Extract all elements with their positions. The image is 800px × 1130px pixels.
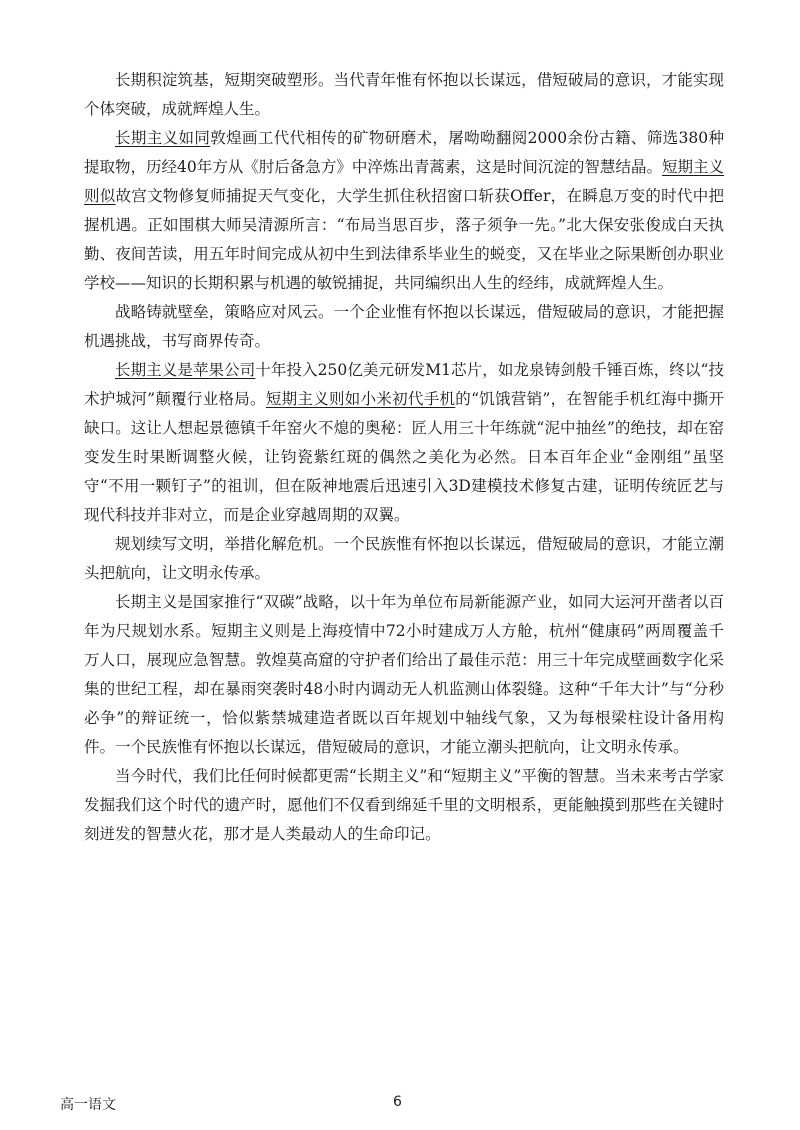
text-run: 当今时代，我们比任何时候都更需“长期主义”和“短期主义”平衡的智慧。当未来考古学家发掘我们这个时代的遗产时，愿他们不仅看到绵延千里的文明根系，更能触摸到那些在关键时刻迸发的智慧火花，那才是人类最动人的生命印记。 bbox=[84, 767, 724, 843]
paragraph bbox=[84, 298, 724, 356]
text-run: 的“饥饿营销”，在智能手机红海中撕开缺口。这让人想起景德镇千年窑火不熄的奥秘：匠人用三十年练就“泥中抽丝”的绝技，却在窑变发生时果断调整火候，让钧瓷紫红斑的偶然之美化为必然。日本百年企业“金刚组”虽坚守“不用一颗钉子”的祖训，但在阪神地震后迅速引入3D建模技术修复古建，证明传统匠艺与现代科技并非对立，而是企业穿越周期的双翼。 bbox=[84, 390, 724, 524]
text-run: 敦煌画工代代相传的矿物研磨术，屠呦呦翻阅2000余份古籍、筛选380种提取物，历经40年方从《肘后备急方》中淬炼出青蒿素，这是时间沉淀的智慧结晶。 bbox=[84, 129, 724, 176]
paragraph bbox=[84, 588, 724, 762]
underlined-phrase: 短期主义则似 bbox=[84, 158, 724, 205]
paragraph bbox=[84, 66, 724, 124]
text-run: 十年投入250亿美元研发M1芯片，如龙泉铸剑般千锤百炼，终以“技术护城河”颠覆行业格局。 bbox=[84, 361, 724, 408]
text-run: 长期积淀筑基，短期突破塑形。当代青年惟有怀抱以长谋远，借短破局的意识，才能实现个体突破，成就辉煌人生。 bbox=[84, 71, 724, 118]
underlined-phrase: 长期主义如同 bbox=[115, 129, 211, 147]
text-run: 规划续写文明，举措化解危机。一个民族惟有怀抱以长谋远，借短破局的意识，才能立潮头把航向，让文明永传承。 bbox=[84, 535, 724, 582]
paragraph bbox=[84, 356, 724, 530]
page-number: 6 bbox=[393, 1094, 402, 1110]
footer-subject: 高一语文 bbox=[60, 1097, 116, 1113]
underlined-phrase: 长期主义是苹果公司 bbox=[115, 361, 256, 379]
underlined-phrase: 短期主义则如小米初代手机 bbox=[265, 390, 456, 408]
text-run: 故宫文物修复师捕捉天气变化，大学生抓住秋招窗口斩获Offer，在瞬息万变的时代中把握机遇。正如围棋大师吴清源所言：“布局当思百步，落子须争一先。”北大保安张俊成白天执勤、夜间苦读，用五年时间完成从初中生到法律系毕业生的蜕变，又在毕业之际果断创办职业学校——知识的长期积累与机遇的敏锐捕捉，共同编织出人生的经纬，成就辉煌人生。 bbox=[84, 187, 724, 292]
text-run: 长期主义是国家推行“双碳”战略，以十年为单位布局新能源产业，如同大运河开凿者以百年为尺规划水系。短期主义则是上海疫情中72小时建成万人方舱，杭州“健康码”两周覆盖千万人口，展现应急智慧。敦煌莫高窟的守护者们给出了最佳示范：用三十年完成壁画数字化采集的世纪工程，却在暴雨突袭时48小时内调动无人机监测山体裂缝。这种“千年大计”与“分秒必争”的辩证统一，恰似紫禁城建造者既以百年规划中轴线气象，又为每根梁柱设计备用构件。一个民族惟有怀抱以长谋远，借短破局的意识，才能立潮头把航向，让文明永传承。 bbox=[84, 593, 724, 756]
paragraph bbox=[84, 762, 724, 849]
essay-body bbox=[84, 66, 724, 849]
text-run: 战略铸就壁垒，策略应对风云。一个企业惟有怀抱以长谋远，借短破局的意识，才能把握机遇挑战，书写商界传奇。 bbox=[84, 303, 724, 350]
paragraph bbox=[84, 530, 724, 588]
paragraph bbox=[84, 124, 724, 298]
